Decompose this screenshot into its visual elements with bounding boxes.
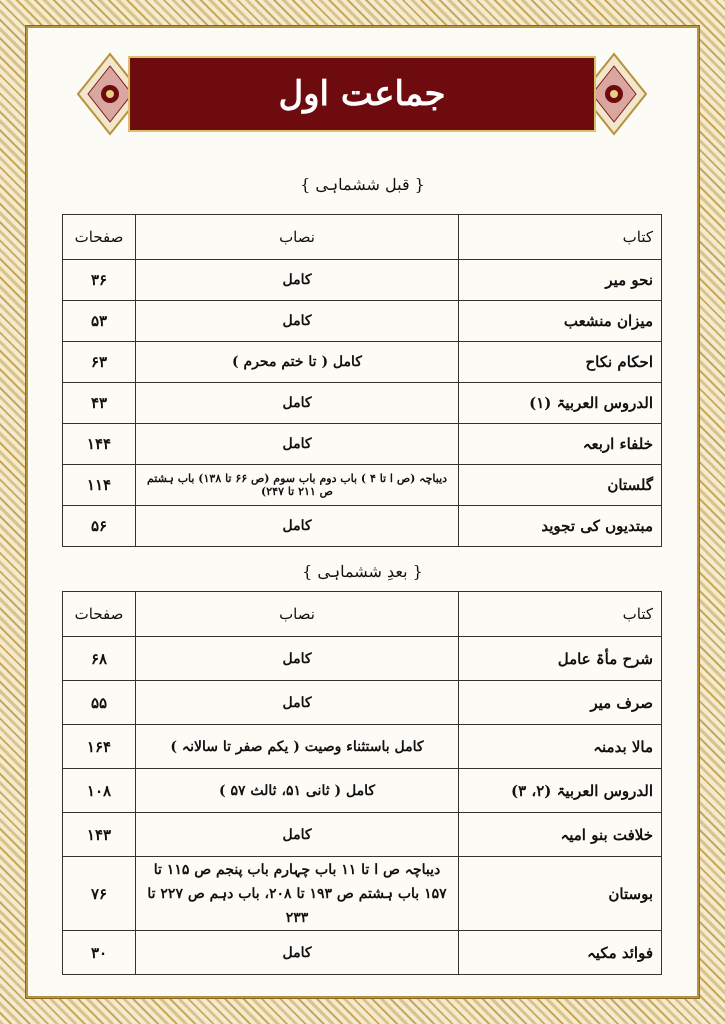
cell-book: گلستان — [459, 465, 662, 506]
cell-pages: ۷۶ — [63, 857, 136, 931]
cell-syllabus: کامل — [136, 301, 459, 342]
table-row — [63, 725, 662, 769]
cell-syllabus: کامل — [136, 681, 459, 725]
table-row — [63, 424, 662, 465]
cell-syllabus: دیباچہ (ص ا تا ۴ ) باب دوم باب سوم (ص ۶۶ تا ۱۳۸) باب ہشتم ص ۲۱۱ تا ۲۴۷) — [136, 465, 459, 506]
cell-book: خلافت بنو امیہ — [459, 813, 662, 857]
header-syllabus: نصاب — [136, 215, 459, 260]
table-row — [63, 383, 662, 424]
cell-syllabus: کامل — [136, 383, 459, 424]
table-header-row — [63, 215, 662, 260]
cell-pages: ۱۴۴ — [63, 424, 136, 465]
cell-pages: ۱۴۳ — [63, 813, 136, 857]
table-row — [63, 260, 662, 301]
cell-pages: ۳۶ — [63, 260, 136, 301]
table-row — [63, 465, 662, 506]
cell-book: مبتدیوں کی تجوید — [459, 506, 662, 547]
cell-pages: ۶۸ — [63, 637, 136, 681]
table-row — [63, 857, 662, 931]
cell-syllabus: کامل — [136, 931, 459, 975]
cell-book: شرح مأۃ عامل — [459, 637, 662, 681]
cell-book: بوستان — [459, 857, 662, 931]
cell-book: صرف میر — [459, 681, 662, 725]
table-row — [63, 301, 662, 342]
page-title: جماعت اول — [278, 74, 446, 114]
cell-book: میزان منشعب — [459, 301, 662, 342]
table-row — [63, 813, 662, 857]
cell-pages: ۵۳ — [63, 301, 136, 342]
cell-syllabus: کامل ( ثانی ۵۱، ثالث ۵۷ ) — [136, 769, 459, 813]
cell-syllabus: کامل — [136, 637, 459, 681]
section-heading-first-half: { قبل ششماہی } — [300, 175, 425, 194]
header-book: کتاب — [459, 592, 662, 637]
cell-book: مالا بدمنہ — [459, 725, 662, 769]
cell-pages: ۱۰۸ — [63, 769, 136, 813]
cell-book: خلفاء اربعہ — [459, 424, 662, 465]
cell-pages: ۱۶۴ — [63, 725, 136, 769]
cell-pages: ۶۳ — [63, 342, 136, 383]
title-banner — [128, 56, 596, 132]
cell-syllabus: کامل — [136, 260, 459, 301]
header-book: کتاب — [459, 215, 662, 260]
cell-syllabus: کامل — [136, 424, 459, 465]
cell-syllabus: دیباچہ ص ا تا ۱۱ باب چہارم باب پنجم ص ۱۱۵ تا ۱۵۷ باب ہشتم ص ۱۹۳ تا ۲۰۸، باب دہم ص ۲۲۷ تا ۲۳۳ — [136, 857, 459, 931]
cell-pages: ۵۵ — [63, 681, 136, 725]
cell-book: احکام نکاح — [459, 342, 662, 383]
table-row — [63, 931, 662, 975]
header-pages: صفحات — [63, 592, 136, 637]
cell-pages: ۵۶ — [63, 506, 136, 547]
syllabus-table-first-half — [62, 214, 662, 547]
table-row — [63, 342, 662, 383]
table-row — [63, 681, 662, 725]
table-row — [63, 769, 662, 813]
section-heading-second-half: { بعدِ ششماہی } — [302, 562, 423, 581]
cell-syllabus: کامل — [136, 813, 459, 857]
table-header-row — [63, 592, 662, 637]
header-pages: صفحات — [63, 215, 136, 260]
cell-pages: ۴۳ — [63, 383, 136, 424]
cell-syllabus: کامل باستثناء وصیت ( یکم صفر تا سالانہ ) — [136, 725, 459, 769]
cell-syllabus: کامل — [136, 506, 459, 547]
table-row — [63, 506, 662, 547]
cell-syllabus: کامل ( تا ختم محرم ) — [136, 342, 459, 383]
cell-book: فوائد مکیہ — [459, 931, 662, 975]
header-syllabus: نصاب — [136, 592, 459, 637]
table-row — [63, 637, 662, 681]
cell-pages: ۳۰ — [63, 931, 136, 975]
cell-book: نحو میر — [459, 260, 662, 301]
cell-book: الدروس العربیۃ (۱) — [459, 383, 662, 424]
cell-pages: ۱۱۴ — [63, 465, 136, 506]
syllabus-table-second-half — [62, 591, 662, 975]
cell-book: الدروس العربیۃ (۲، ۳) — [459, 769, 662, 813]
